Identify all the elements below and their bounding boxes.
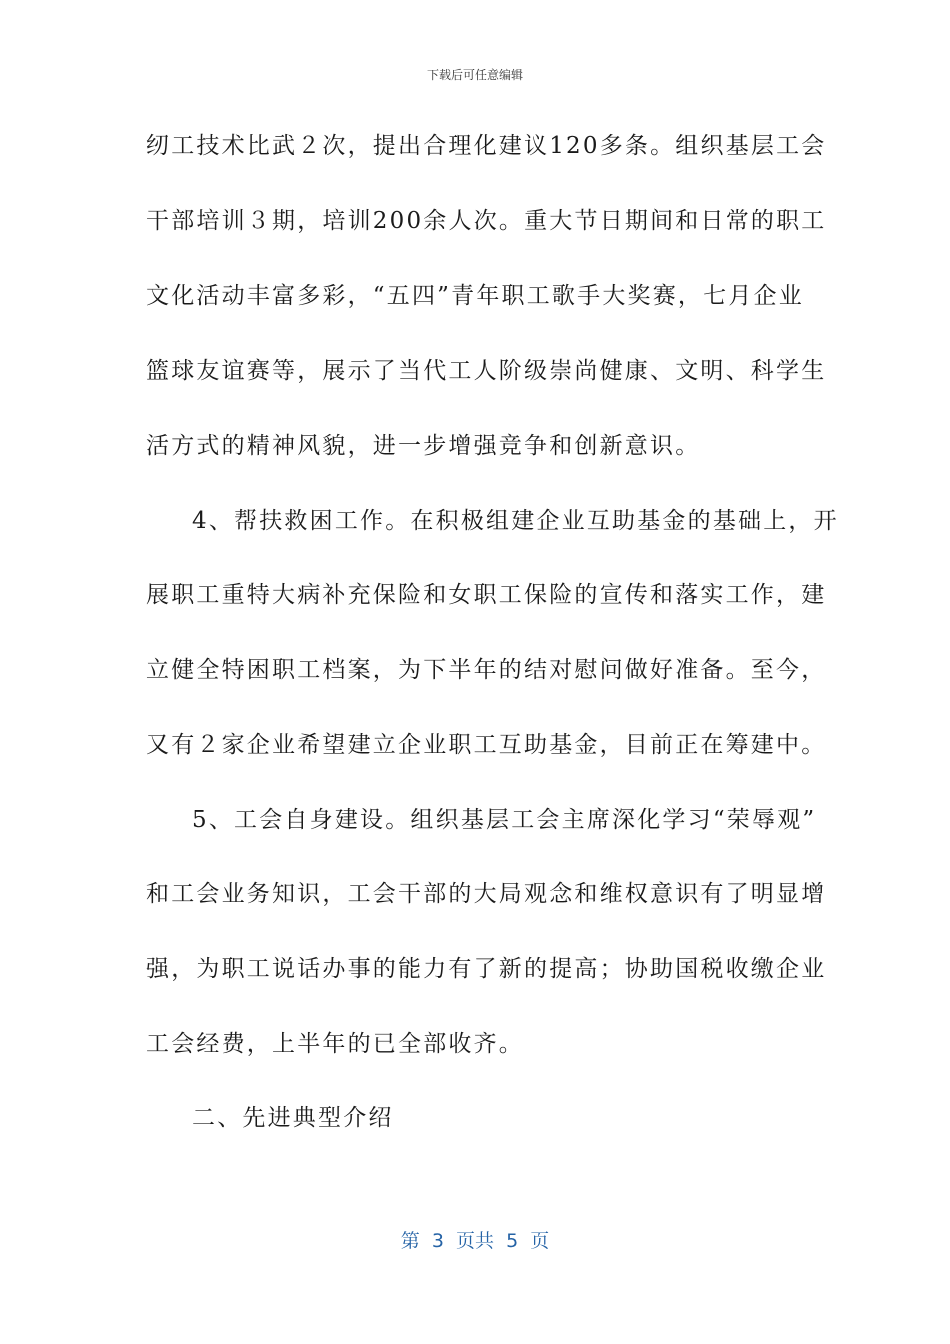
- page-header-watermark: 下载后可任意编辑: [426, 68, 523, 82]
- body-line: 和工会业务知识，工会干部的大局观念和维权意识有了明显增: [146, 881, 827, 907]
- body-line: 又有２家企业希望建立企业职工互助基金，目前正在筹建中。: [146, 732, 827, 758]
- body-line: 强，为职工说话办事的能力有了新的提高；协助国税收缴企业: [146, 956, 827, 982]
- body-line: 文化活动丰富多彩，“五四”青年职工歌手大奖赛，七月企业: [146, 283, 804, 309]
- body-line: 篮球友谊赛等，展示了当代工人阶级崇尚健康、文明、科学生: [146, 358, 827, 384]
- body-line: 纫工技术比武２次，提出合理化建议120多条。组织基层工会: [146, 133, 827, 159]
- body-line: 工会经费，上半年的已全部收齐。: [146, 1031, 524, 1057]
- paragraph-5-first-line: 5、工会自身建设。组织基层工会主席深化学习“荣辱观”: [192, 807, 817, 833]
- body-line: 展职工重特大病补充保险和女职工保险的宣传和落实工作，建: [146, 582, 827, 608]
- body-line: 活方式的精神风貌，进一步增强竞争和创新意识。: [146, 433, 701, 459]
- body-line: 立健全特困职工档案，为下半年的结对慰问做好准备。至今，: [146, 657, 827, 683]
- paragraph-4-first-line: 4、帮扶救困工作。在积极组建企业互助基金的基础上，开: [192, 508, 839, 534]
- body-line: 干部培训３期，培训200余人次。重大节日期间和日常的职工: [146, 208, 827, 234]
- section-heading: 二、先进典型介绍: [192, 1105, 394, 1131]
- page-number-footer: 第 3 页共 5 页: [400, 1230, 550, 1252]
